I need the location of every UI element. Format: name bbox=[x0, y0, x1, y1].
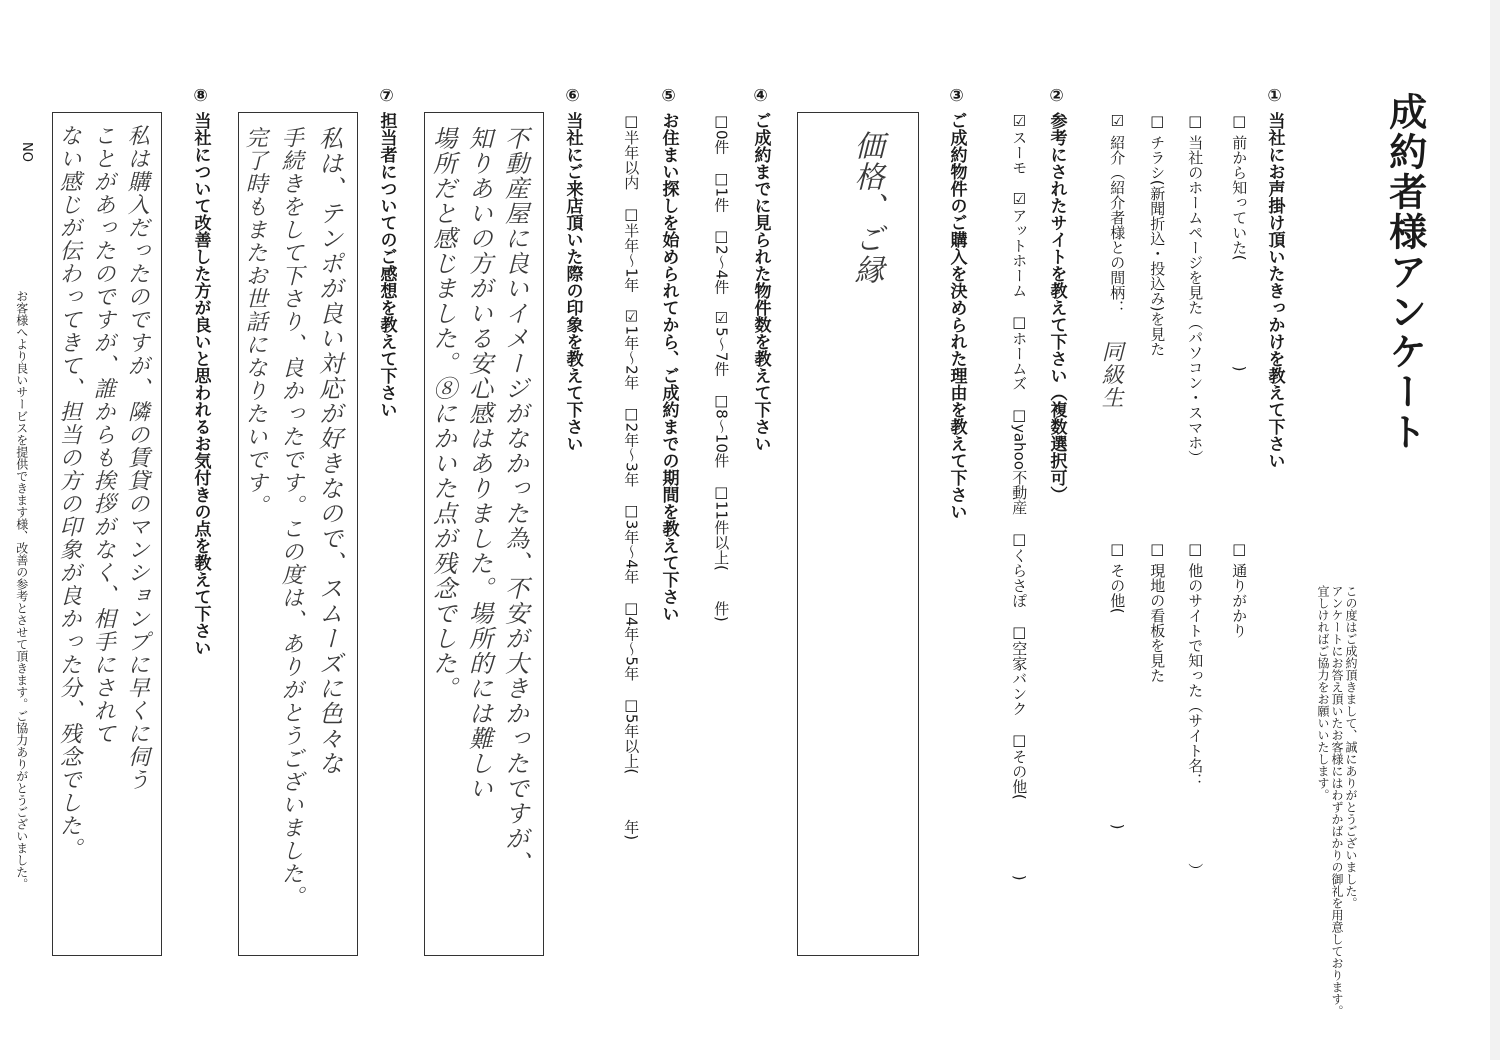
q5-options[interactable]: □半年以内 □半年～1年 ☑1年～2年 □2年～3年 □3年～4年 □4年～5年 □5年以上( 年) bbox=[622, 112, 641, 841]
q8-answer-line: ことがあったのですが、誰からも挨拶がなく、相手にされて bbox=[90, 124, 116, 745]
intro-line: この度はご成約頂きまして、誠にありがとうございました。 bbox=[1344, 585, 1358, 909]
q8-label: ⑧ 当社について改善した方が良いと思われるお気付きの点を教えて下さい bbox=[190, 86, 211, 656]
q4-options[interactable]: □0件 □1件 □2～4件 ☑5～7件 □8～10件 □11件以上( 件) bbox=[712, 112, 731, 622]
q8-answer-line: 私は購入だったのですが、隣の賃貸のマンションプに早くに伺う bbox=[124, 124, 150, 791]
q6-label: ⑥ 当社にご来店頂いた際の印象を教えて下さい bbox=[562, 86, 583, 452]
q1-option[interactable]: □ 現地の看板を見た bbox=[1148, 540, 1167, 683]
q1-option[interactable]: □ 前から知っていた( ) bbox=[1230, 112, 1249, 372]
q7-answer-line: 完了時もまたお世話になりたいです。 bbox=[242, 126, 268, 517]
q2-label: ② 参考にされたサイトを教えて下さい（複数選択可） bbox=[1046, 86, 1067, 503]
q1-handwritten-relation: 同級生 bbox=[1098, 340, 1124, 409]
q3-answer: 価格、ご縁 bbox=[848, 130, 884, 285]
q1-option[interactable]: □ 他のサイトで知った（サイト名： ） bbox=[1186, 540, 1205, 878]
no-label: NO bbox=[18, 142, 34, 162]
q1-option[interactable]: □ チラシ(新聞折込・投込み)を見た bbox=[1148, 112, 1167, 357]
q1-label: ① 当社にお声掛け頂いたきっかけを教えて下さい bbox=[1264, 86, 1285, 469]
q7-label: ⑦ 担当者についてのご感想を教えて下さい bbox=[376, 86, 397, 418]
q1-option[interactable]: □ 当社のホームページを見た（パソコン・スマホ） bbox=[1186, 112, 1205, 465]
q4-label: ④ ご成約までに見られた物件数を教えて下さい bbox=[750, 86, 771, 452]
intro-line: 宜しければご協力をお願いいたします。 bbox=[1316, 585, 1330, 801]
q3-label: ③ ご成約物件のご購入を決められた理由を教えて下さい bbox=[946, 86, 967, 520]
q7-answer-line: 私は、テンポが良い対応が好きなので、スムーズに色々な bbox=[314, 126, 343, 776]
footer-text: お客様へより良いサービスを提供できます様、改善の参考とさせて頂きます。ご協力ありがとうございました。 bbox=[14, 290, 29, 890]
q1-option[interactable]: □ その他( ) bbox=[1108, 540, 1127, 830]
q6-answer-line: 知りあいの方がいる安心感はありました。場所的には難しい bbox=[464, 126, 493, 801]
q1-option[interactable]: □ 通りがかり bbox=[1230, 540, 1249, 638]
intro-line: アンケートにお答え頂いたお客様にはわずかばかりの御礼を用意しております。 bbox=[1330, 585, 1344, 1017]
page-title: 成約者様アンケート bbox=[1382, 92, 1427, 452]
q7-answer-line: 手続きをして下さり、良かったです。この度は、ありがとうございました。 bbox=[278, 126, 304, 908]
q1-option-referral[interactable]: ☑ 紹介（紹介者様との間柄： bbox=[1108, 112, 1127, 315]
intro-text bbox=[1316, 585, 1358, 1017]
q6-answer-line: 場所だと感じました。⑧にかいた点が残念でした。 bbox=[428, 126, 457, 701]
q5-label: ⑤ お住まい探しを始められてから、ご成約までの期間を教えて下さい bbox=[658, 86, 679, 622]
q2-options[interactable]: ☑スーモ ☑アットホーム □ホームズ □yahoo不動産 □くらさぽ □空家バンク □その他( ) bbox=[1010, 112, 1029, 881]
q8-answer-line: ない感じが伝わってきて、担当の方の印象が良かった分、残念でした。 bbox=[56, 124, 82, 860]
q6-answer-line: 不動産屋に良いイメージがなかった為、不安が大きかったですが、 bbox=[500, 126, 529, 876]
page-edge bbox=[1490, 0, 1500, 1060]
